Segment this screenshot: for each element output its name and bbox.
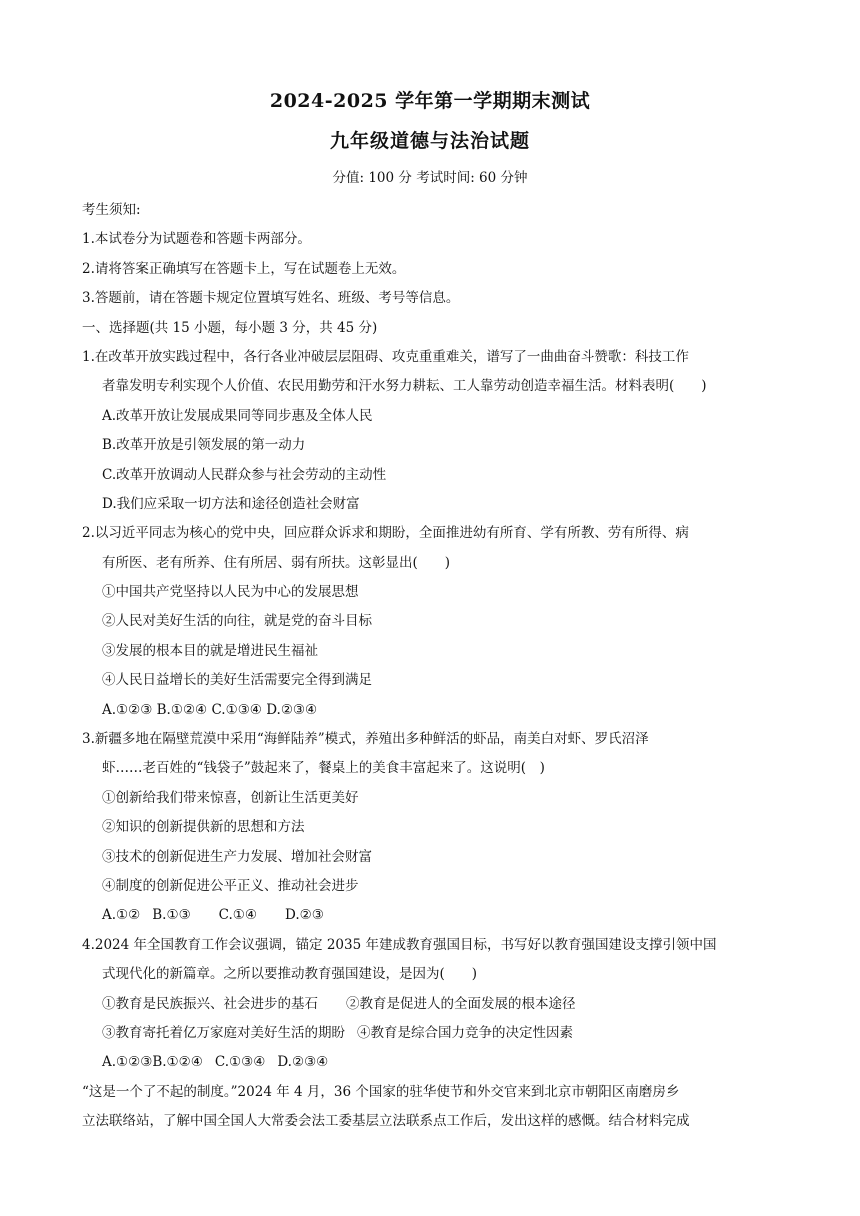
- question-3-statement: ④制度的创新促进公平正义、推动社会进步: [102, 877, 359, 894]
- question-1-option-a: A.改革开放让发展成果同等同步惠及全体人民: [102, 407, 373, 424]
- question-4-statement-row: [82, 990, 782, 1019]
- question-3-choice-a: A.①②: [102, 907, 141, 924]
- question-3-choice-d: D.②③: [285, 907, 324, 924]
- section-heading: 一、选择题(共 15 小题，每小题 3 分，共 45 分): [82, 319, 378, 336]
- question-3-choice-c: C.①④: [218, 907, 258, 924]
- question-4-stem-line: 4.2024 年全国教育工作会议强调，锚定 2035 年建成教育强国目标，书写好以教育强国建设支撑引领中国: [82, 936, 717, 953]
- question-2-statement: ③发展的根本目的就是增进民生福祉: [102, 642, 318, 659]
- question-3-statement: ③技术的创新促进生产力发展、增加社会财富: [102, 848, 372, 865]
- question-3-stem-line: 3.新疆多地在隔壁荒漠中采用“海鲜陆养”模式，养殖出多种鲜活的虾品，南美白对虾、罗氏沼泽: [82, 731, 649, 748]
- question-2-statement: ①中国共产党坚持以人民为中心的发展思想: [102, 584, 359, 601]
- question-1-stem-line: 1.在改革开放实践过程中，各行各业冲破层层阻碍、攻克重重难关，谱写了一曲曲奋斗赞歌：科技工作: [82, 348, 689, 365]
- question-3-statement: ①创新给我们带来惊喜，创新让生活更美好: [102, 789, 359, 806]
- material-line: 立法联络站，了解中国全国人大常委会法工委基层立法联系点工作后，发出这样的感慨。结合材料完成: [82, 1113, 690, 1130]
- question-4-stem-line: 式现代化的新篇章。之所以要推动教育强国建设，是因为( ): [102, 966, 478, 983]
- exam-subtitle: 九年级道德与法治试题: [329, 130, 530, 152]
- notice-item: 2.请将答案正确填写在答题卡上，写在试题卷上无效。: [82, 260, 406, 277]
- question-1-stem-line: 者靠发明专利实现个人价值、农民用勤劳和汗水努力耕耘、工人靠劳动创造幸福生活。材料表明( ): [102, 378, 707, 395]
- question-3-stem-line: 虾……老百姓的“钱袋子”鼓起来了，餐桌上的美食丰富起来了。这说明( ): [102, 760, 545, 777]
- question-4-choices: [82, 1048, 782, 1077]
- question-1-option-c: C.改革开放调动人民群众参与社会劳动的主动性: [102, 466, 387, 483]
- question-4-statement: ④教育是综合国力竞争的决定性因素: [357, 1024, 573, 1041]
- question-1-option-d: D.我们应采取一切方法和途径创造社会财富: [102, 495, 360, 512]
- question-4-statement-row: [82, 1019, 782, 1048]
- question-3-statement: ②知识的创新提供新的思想和方法: [102, 819, 305, 836]
- question-2-stem-line: 有所医、老有所养、住有所居、弱有所扶。这彰显出( ): [102, 554, 451, 571]
- question-1-option-b: B.改革开放是引领发展的第一动力: [102, 437, 306, 454]
- question-2-statement: ④人民日益增长的美好生活需要完全得到满足: [102, 672, 372, 689]
- question-4-statement: ③教育寄托着亿万家庭对美好生活的期盼: [102, 1024, 345, 1041]
- question-3-choice-b: B.①③: [152, 907, 191, 924]
- question-4-choice-c: C.①③④: [214, 1054, 266, 1071]
- question-4-statement: ②教育是促进人的全面发展的根本途径: [346, 995, 576, 1012]
- question-4-choice-ab: A.①②③B.①②④: [102, 1054, 203, 1071]
- exam-meta: 分值: 100 分 考试时间: 60 分钟: [332, 170, 528, 186]
- notice-item: 1.本试卷分为试题卷和答题卡两部分。: [82, 231, 311, 248]
- notice-heading: 考生须知:: [82, 202, 141, 218]
- notice-item: 3.答题前，请在答题卡规定位置填写姓名、班级、考号等信息。: [82, 290, 460, 307]
- question-3-choices: [82, 901, 782, 930]
- question-2-choices: A.①②③ B.①②④ C.①③④ D.②③④: [102, 701, 318, 718]
- question-4-choice-d: D.②③④: [277, 1054, 329, 1071]
- material-line: “这是一个了不起的制度。”2024 年 4 月，36 个国家的驻华使节和外交官来到北京市朝阳区南磨房乡: [82, 1083, 680, 1100]
- question-2-statement: ②人民对美好生活的向往，就是党的奋斗目标: [102, 613, 372, 630]
- exam-body: [82, 196, 782, 1137]
- question-2-stem-line: 2.以习近平同志为核心的党中央，回应群众诉求和期盼，全面推进幼有所育、学有所教、劳有所得、病: [82, 525, 689, 542]
- exam-title: 2024-2025 学年第一学期期末测试: [269, 90, 591, 112]
- question-4-statement: ①教育是民族振兴、社会进步的基石: [102, 995, 318, 1012]
